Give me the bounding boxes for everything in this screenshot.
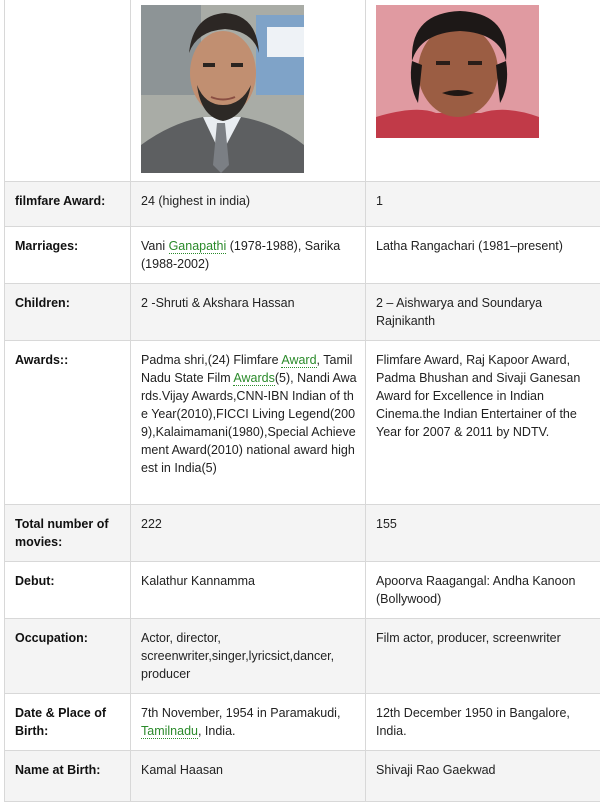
kamal-photo-cell xyxy=(131,0,366,182)
row-label: Occupation: xyxy=(5,619,131,694)
kamal-value xyxy=(131,341,366,505)
text-segment: 7th November, 1954 in Paramakudi, xyxy=(141,706,340,720)
awards-link[interactable]: Awards xyxy=(233,371,274,386)
row-name-at-birth xyxy=(5,751,600,802)
award-link[interactable]: Award xyxy=(281,353,316,368)
kamal-value: 2 -Shruti & Akshara Hassan xyxy=(131,284,366,341)
row-label: filmfare Award: xyxy=(5,182,131,227)
rajini-value: 155 xyxy=(366,505,600,562)
row-filmfare-award xyxy=(5,182,600,227)
rajini-portrait-illustration xyxy=(376,5,539,138)
row-total-movies xyxy=(5,505,600,562)
tamilnadu-link[interactable]: Tamilnadu xyxy=(141,724,198,739)
row-label: Marriages: xyxy=(5,227,131,284)
kamal-value xyxy=(131,694,366,751)
kamal-haasan-photo xyxy=(141,5,304,173)
text-segment: Padma shri,(24) Flimfare xyxy=(141,353,281,367)
row-label: Debut: xyxy=(5,562,131,619)
kamal-value xyxy=(131,227,366,284)
rajini-value: Apoorva Raagangal: Andha Kanoon (Bollywood) xyxy=(366,562,600,619)
row-marriages xyxy=(5,227,600,284)
text-segment: Vani xyxy=(141,239,169,253)
text-segment: (1978-1988), Sarika (1988-2002) xyxy=(141,239,340,271)
row-label: Total number of movies: xyxy=(5,505,131,562)
row-date-place-of-birth xyxy=(5,694,600,751)
rajini-value: Shivaji Rao Gaekwad xyxy=(366,751,600,802)
row-awards xyxy=(5,341,600,505)
rajini-value: 12th December 1950 in Bangalore, India. xyxy=(366,694,600,751)
kamal-value: 24 (highest in india) xyxy=(131,182,366,227)
rajinikanth-photo xyxy=(376,5,539,138)
rajini-photo-cell xyxy=(366,0,600,182)
row-label: Awards:: xyxy=(5,341,131,505)
rajini-value: Flimfare Award, Raj Kapoor Award, Padma Bhushan and Sivaji Ganesan Award for Excellence in Indian Cinema.the Indian Entertainer of the Year for 2007 & 2011 by NDTV. xyxy=(366,341,600,505)
row-label: Date & Place of Birth: xyxy=(5,694,131,751)
ganapathi-link[interactable]: Ganapathi xyxy=(169,239,227,254)
text-segment: , Tamil Nadu State Film xyxy=(141,353,352,385)
kamal-value: Kalathur Kannamma xyxy=(131,562,366,619)
row-children xyxy=(5,284,600,341)
comparison-table xyxy=(4,0,600,802)
row-debut xyxy=(5,562,600,619)
rajini-value: Latha Rangachari (1981–present) xyxy=(366,227,600,284)
photo-row xyxy=(5,0,600,182)
rajini-value: 1 xyxy=(366,182,600,227)
kamal-value: 222 xyxy=(131,505,366,562)
kamal-portrait-illustration xyxy=(141,5,304,173)
photo-row-label-cell xyxy=(5,0,131,182)
kamal-value: Actor, director, screenwriter,singer,lyricsict,dancer, producer xyxy=(131,619,366,694)
rajini-value: 2 – Aishwarya and Soundarya Rajnikanth xyxy=(366,284,600,341)
row-label: Children: xyxy=(5,284,131,341)
text-segment: , India. xyxy=(198,724,236,738)
row-label: Name at Birth: xyxy=(5,751,131,802)
kamal-value: Kamal Haasan xyxy=(131,751,366,802)
row-occupation xyxy=(5,619,600,694)
rajini-value: Film actor, producer, screenwriter xyxy=(366,619,600,694)
text-segment: (5), Nandi Awards.Vijay Awards,CNN-IBN Indian of the Year(2010),FICCI Living Legend(2009),Kalaimamani(1980),Special Achievement Award(2010) national award highest in India(5) xyxy=(141,371,357,475)
